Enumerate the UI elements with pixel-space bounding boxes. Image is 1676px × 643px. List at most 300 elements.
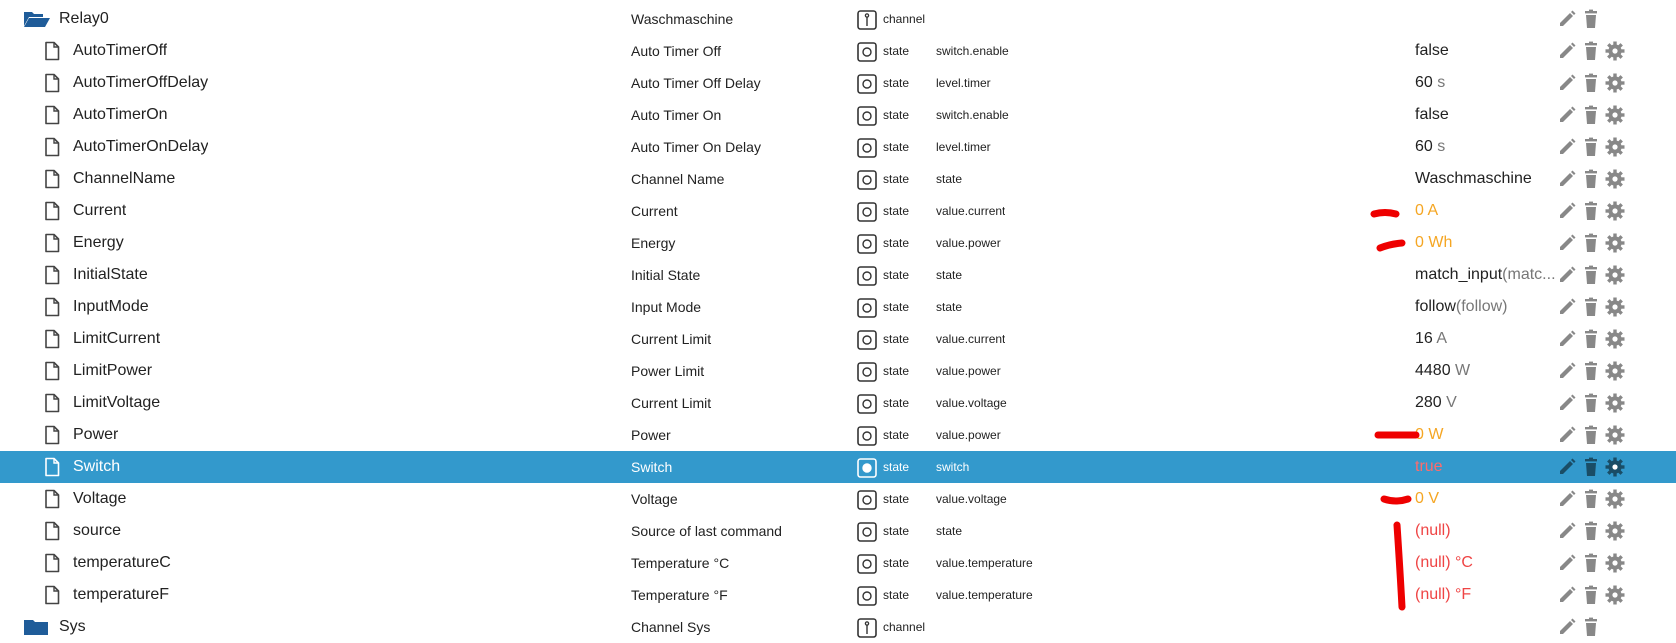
delete-icon	[1581, 617, 1601, 637]
state-icon	[857, 394, 877, 414]
edit-icon	[1557, 41, 1577, 61]
gear-icon	[1605, 73, 1625, 93]
gear-icon	[1605, 105, 1625, 125]
tree-row-LimitPower[interactable]	[0, 355, 1676, 387]
delete-button[interactable]	[1581, 393, 1601, 413]
value-unit: °C	[1450, 554, 1473, 571]
gear-button[interactable]	[1605, 105, 1625, 125]
object-common-name[interactable]: Auto Timer Off Delay	[631, 75, 761, 91]
delete-icon	[1581, 9, 1601, 29]
file-icon	[42, 457, 62, 482]
gear-button[interactable]	[1605, 521, 1625, 541]
edit-button[interactable]	[1557, 233, 1577, 253]
edit-button[interactable]	[1557, 521, 1577, 541]
row-actions	[1557, 329, 1667, 349]
object-common-name[interactable]: Temperature °C	[631, 555, 730, 571]
delete-icon	[1581, 265, 1601, 285]
object-id: InitialState	[73, 266, 148, 283]
object-id: Voltage	[73, 490, 127, 507]
delete-button[interactable]	[1581, 553, 1601, 573]
tree-row-AutoTimerOn[interactable]	[0, 99, 1676, 131]
state-icon	[857, 522, 877, 542]
object-common-name[interactable]: Energy	[631, 235, 676, 251]
row-actions	[1557, 9, 1667, 29]
delete-icon	[1581, 521, 1601, 541]
delete-icon	[1581, 233, 1601, 253]
edit-icon	[1557, 201, 1577, 221]
object-common-name[interactable]: Current Limit	[631, 395, 712, 411]
object-type: channel	[883, 620, 926, 634]
delete-button[interactable]	[1581, 425, 1601, 445]
delete-icon	[1581, 553, 1601, 573]
value-unit: (follow)	[1455, 298, 1508, 315]
row-actions	[1557, 137, 1667, 157]
object-common-name[interactable]: Channel Name	[631, 171, 725, 187]
state-icon	[857, 170, 877, 190]
value-text: Waschmaschine	[1415, 170, 1532, 187]
object-id: AutoTimerOn	[73, 106, 168, 123]
tree-row-temperatureC[interactable]	[0, 547, 1676, 579]
value-text: match_input	[1415, 266, 1503, 283]
value-unit: °F	[1450, 586, 1472, 603]
object-common-name[interactable]: Switch	[631, 459, 673, 475]
value-unit: Wh	[1423, 234, 1453, 251]
delete-button[interactable]	[1581, 9, 1601, 29]
edit-button[interactable]	[1557, 393, 1577, 413]
delete-button[interactable]	[1581, 297, 1601, 317]
row-actions	[1557, 585, 1667, 605]
object-common-name[interactable]: Power Limit	[631, 363, 705, 379]
tree-row-ChannelName[interactable]	[0, 163, 1676, 195]
edit-icon	[1557, 233, 1577, 253]
value-text: 60	[1415, 138, 1433, 155]
object-role[interactable]: value.voltage	[936, 492, 1007, 506]
delete-icon	[1581, 105, 1601, 125]
object-role[interactable]: level.timer	[936, 140, 991, 154]
object-role[interactable]: state	[936, 172, 963, 186]
file-icon	[42, 201, 62, 226]
edit-icon	[1557, 489, 1577, 509]
object-value[interactable]	[1415, 291, 1559, 323]
row-actions	[1557, 489, 1667, 509]
row-actions	[1557, 617, 1667, 637]
value-text: 0	[1415, 426, 1424, 443]
delete-button[interactable]	[1581, 617, 1601, 637]
state-icon	[857, 138, 877, 158]
file-icon	[42, 233, 62, 258]
state-icon	[857, 426, 877, 446]
gear-icon	[1605, 329, 1625, 349]
channel-icon	[857, 10, 877, 30]
object-type: state	[883, 460, 910, 474]
folder-open-icon	[23, 9, 51, 34]
tree-row-InputMode[interactable]	[0, 291, 1676, 323]
edit-button[interactable]	[1557, 265, 1577, 285]
object-common-name[interactable]: Auto Timer Off	[631, 43, 721, 59]
gear-button[interactable]	[1605, 137, 1625, 157]
file-icon	[42, 73, 62, 98]
object-value[interactable]	[1415, 451, 1559, 483]
file-icon	[42, 585, 62, 610]
edit-icon	[1557, 73, 1577, 93]
object-role[interactable]: value.voltage	[936, 396, 1007, 410]
file-icon	[42, 169, 62, 194]
file-icon	[42, 521, 62, 546]
object-role[interactable]: value.temperature	[936, 556, 1033, 570]
object-id: temperatureF	[73, 586, 170, 603]
object-id: InputMode	[73, 298, 149, 315]
row-actions	[1557, 41, 1667, 61]
edit-button[interactable]	[1557, 617, 1577, 637]
object-id: Energy	[73, 234, 124, 251]
gear-button[interactable]	[1605, 553, 1625, 573]
state-icon	[857, 202, 877, 222]
edit-icon	[1557, 9, 1577, 29]
object-value[interactable]	[1415, 131, 1559, 163]
value-unit: W	[1450, 362, 1471, 379]
object-type: state	[883, 396, 910, 410]
object-common-name[interactable]: Channel Sys	[631, 619, 711, 635]
object-common-name[interactable]: Auto Timer On Delay	[631, 139, 761, 155]
object-common-name[interactable]: Input Mode	[631, 299, 702, 315]
gear-button[interactable]	[1605, 297, 1625, 317]
value-unit: s	[1432, 138, 1446, 155]
value-text: (null)	[1415, 554, 1451, 571]
gear-icon	[1605, 393, 1625, 413]
gear-icon	[1605, 489, 1625, 509]
edit-button[interactable]	[1557, 297, 1577, 317]
file-icon	[42, 489, 62, 514]
object-id: Sys	[59, 618, 86, 635]
value-text: false	[1415, 42, 1449, 59]
file-icon	[42, 553, 62, 578]
object-type: state	[883, 524, 910, 538]
tree-row-AutoTimerOff[interactable]	[0, 35, 1676, 67]
delete-button[interactable]	[1581, 585, 1601, 605]
gear-icon	[1605, 457, 1625, 477]
edit-icon	[1557, 585, 1577, 605]
edit-icon	[1557, 553, 1577, 573]
object-role[interactable]: state	[936, 524, 963, 538]
value-text: 0	[1415, 490, 1424, 507]
edit-button[interactable]	[1557, 41, 1577, 61]
object-value[interactable]	[1415, 547, 1559, 579]
object-type: state	[883, 44, 910, 58]
object-id: LimitPower	[73, 362, 153, 379]
edit-icon	[1557, 297, 1577, 317]
state-icon	[857, 586, 877, 606]
delete-icon	[1581, 137, 1601, 157]
object-common-name[interactable]: Current Limit	[631, 331, 712, 347]
object-id: LimitCurrent	[73, 330, 161, 347]
state-icon	[857, 106, 877, 126]
row-actions	[1557, 73, 1667, 93]
edit-button[interactable]	[1557, 329, 1577, 349]
gear-button[interactable]	[1605, 233, 1625, 253]
row-actions	[1557, 553, 1667, 573]
object-common-name[interactable]: Power	[631, 427, 671, 443]
edit-icon	[1557, 617, 1577, 637]
delete-button[interactable]	[1581, 233, 1601, 253]
object-id: ChannelName	[73, 170, 176, 187]
delete-icon	[1581, 361, 1601, 381]
object-common-name[interactable]: Voltage	[631, 491, 678, 507]
object-value[interactable]	[1415, 227, 1559, 259]
gear-icon	[1605, 169, 1625, 189]
value-unit: W	[1423, 426, 1444, 443]
object-value[interactable]	[1415, 259, 1559, 291]
value-unit: V	[1423, 490, 1440, 507]
edit-button[interactable]	[1557, 553, 1577, 573]
edit-button[interactable]	[1557, 361, 1577, 381]
delete-button[interactable]	[1581, 361, 1601, 381]
tree-row-Power[interactable]	[0, 419, 1676, 451]
object-common-name[interactable]: Waschmaschine	[631, 11, 734, 27]
tree-row-Sys[interactable]	[0, 611, 1676, 643]
state-icon	[857, 362, 877, 382]
object-id: LimitVoltage	[73, 394, 161, 411]
object-role[interactable]: switch.enable	[936, 108, 1009, 122]
object-common-name[interactable]: Temperature °F	[631, 587, 728, 603]
state-icon	[857, 554, 877, 574]
state-icon	[857, 490, 877, 510]
gear-button[interactable]	[1605, 201, 1625, 221]
gear-icon	[1605, 425, 1625, 445]
value-unit: s	[1432, 74, 1446, 91]
file-icon	[42, 425, 62, 450]
row-actions	[1557, 425, 1667, 445]
edit-icon	[1557, 137, 1577, 157]
object-id: source	[73, 522, 122, 539]
object-value[interactable]	[1415, 35, 1559, 67]
state-icon	[857, 298, 877, 318]
delete-button[interactable]	[1581, 41, 1601, 61]
delete-icon	[1581, 201, 1601, 221]
delete-icon	[1581, 489, 1601, 509]
value-text: 4480	[1415, 362, 1451, 379]
gear-button[interactable]	[1605, 41, 1625, 61]
object-value[interactable]	[1415, 355, 1559, 387]
edit-icon	[1557, 265, 1577, 285]
file-icon	[42, 41, 62, 66]
channel-icon	[857, 618, 877, 638]
object-value[interactable]	[1415, 195, 1559, 227]
edit-button[interactable]	[1557, 489, 1577, 509]
value-text: 16	[1415, 330, 1433, 347]
tree-row-InitialState[interactable]	[0, 259, 1676, 291]
object-type: state	[883, 364, 910, 378]
object-type: state	[883, 268, 910, 282]
value-text: false	[1415, 106, 1449, 123]
tree-row-LimitCurrent[interactable]	[0, 323, 1676, 355]
edit-icon	[1557, 169, 1577, 189]
object-value[interactable]	[1415, 483, 1559, 515]
object-type: state	[883, 588, 910, 602]
object-value[interactable]	[1415, 163, 1559, 195]
delete-button[interactable]	[1581, 201, 1601, 221]
row-actions	[1557, 361, 1667, 381]
value-text: true	[1415, 458, 1443, 475]
file-icon	[42, 329, 62, 354]
object-role[interactable]: switch	[936, 460, 970, 474]
edit-icon	[1557, 329, 1577, 349]
edit-button[interactable]	[1557, 137, 1577, 157]
object-type: state	[883, 236, 910, 250]
gear-button[interactable]	[1605, 489, 1625, 509]
delete-button[interactable]	[1581, 521, 1601, 541]
object-value[interactable]	[1415, 67, 1559, 99]
value-text: (null)	[1415, 586, 1451, 603]
edit-icon	[1557, 425, 1577, 445]
edit-button[interactable]	[1557, 169, 1577, 189]
delete-button[interactable]	[1581, 169, 1601, 189]
delete-button[interactable]	[1581, 457, 1601, 477]
object-value[interactable]	[1415, 387, 1559, 419]
tree-row-source[interactable]	[0, 515, 1676, 547]
object-value[interactable]	[1415, 515, 1559, 547]
delete-button[interactable]	[1581, 73, 1601, 93]
delete-icon	[1581, 169, 1601, 189]
object-id: AutoTimerOnDelay	[73, 138, 209, 155]
gear-button[interactable]	[1605, 73, 1625, 93]
edit-button[interactable]	[1557, 73, 1577, 93]
object-role[interactable]: switch.enable	[936, 44, 1009, 58]
object-role[interactable]: state	[936, 300, 963, 314]
gear-icon	[1605, 233, 1625, 253]
gear-icon	[1605, 585, 1625, 605]
row-actions	[1557, 233, 1667, 253]
gear-icon	[1605, 553, 1625, 573]
file-icon	[42, 393, 62, 418]
gear-button[interactable]	[1605, 361, 1625, 381]
delete-icon	[1581, 73, 1601, 93]
object-role[interactable]: value.power	[936, 364, 1001, 378]
object-value[interactable]	[1415, 99, 1559, 131]
row-actions	[1557, 393, 1667, 413]
object-role[interactable]: value.power	[936, 428, 1001, 442]
object-type: state	[883, 300, 910, 314]
row-actions	[1557, 169, 1667, 189]
object-role[interactable]: value.current	[936, 332, 1006, 346]
object-role[interactable]: value.temperature	[936, 588, 1033, 602]
delete-icon	[1581, 393, 1601, 413]
file-icon	[42, 361, 62, 386]
object-role[interactable]: value.power	[936, 236, 1001, 250]
object-type: state	[883, 140, 910, 154]
edit-button[interactable]	[1557, 457, 1577, 477]
tree-row-temperatureF[interactable]	[0, 579, 1676, 611]
object-common-name[interactable]: Initial State	[631, 267, 701, 283]
delete-icon	[1581, 329, 1601, 349]
edit-button[interactable]	[1557, 425, 1577, 445]
object-id: AutoTimerOff	[73, 42, 168, 59]
delete-button[interactable]	[1581, 265, 1601, 285]
tree-row-AutoTimerOffDelay[interactable]	[0, 67, 1676, 99]
gear-button[interactable]	[1605, 329, 1625, 349]
row-actions	[1557, 201, 1667, 221]
file-icon	[42, 297, 62, 322]
delete-button[interactable]	[1581, 329, 1601, 349]
delete-icon	[1581, 297, 1601, 317]
delete-icon	[1581, 457, 1601, 477]
gear-button[interactable]	[1605, 585, 1625, 605]
gear-icon	[1605, 201, 1625, 221]
object-common-name[interactable]: Auto Timer On	[631, 107, 722, 123]
object-id: AutoTimerOffDelay	[73, 74, 209, 91]
object-value[interactable]	[1415, 579, 1559, 611]
edit-icon	[1557, 457, 1577, 477]
edit-button[interactable]	[1557, 105, 1577, 125]
object-type: state	[883, 204, 910, 218]
state-icon	[857, 458, 877, 478]
object-value[interactable]	[1415, 323, 1559, 355]
value-text: 0	[1415, 202, 1424, 219]
object-common-name[interactable]: Source of last command	[631, 523, 782, 539]
value-text: 0	[1415, 234, 1424, 251]
gear-button[interactable]	[1605, 425, 1625, 445]
tree-row-Voltage[interactable]	[0, 483, 1676, 515]
row-actions	[1557, 105, 1667, 125]
tree-row-Relay0[interactable]	[0, 3, 1676, 35]
tree-row-Switch[interactable]	[0, 451, 1676, 483]
object-role[interactable]: state	[936, 268, 963, 282]
gear-icon	[1605, 361, 1625, 381]
delete-button[interactable]	[1581, 489, 1601, 509]
edit-icon	[1557, 521, 1577, 541]
tree-row-AutoTimerOnDelay[interactable]	[0, 131, 1676, 163]
delete-icon	[1581, 41, 1601, 61]
object-type: state	[883, 428, 910, 442]
delete-button[interactable]	[1581, 137, 1601, 157]
gear-button[interactable]	[1605, 169, 1625, 189]
object-type: state	[883, 332, 910, 346]
value-text: 60	[1415, 74, 1433, 91]
object-type: state	[883, 172, 910, 186]
tree-row-Current[interactable]	[0, 195, 1676, 227]
edit-button[interactable]	[1557, 9, 1577, 29]
edit-icon	[1557, 393, 1577, 413]
delete-button[interactable]	[1581, 105, 1601, 125]
file-icon	[42, 137, 62, 162]
edit-icon	[1557, 105, 1577, 125]
object-role[interactable]: level.timer	[936, 76, 991, 90]
object-type: state	[883, 556, 910, 570]
object-type: state	[883, 492, 910, 506]
row-actions	[1557, 297, 1667, 317]
gear-button[interactable]	[1605, 265, 1625, 285]
folder-icon	[23, 617, 51, 642]
value-unit: A	[1432, 330, 1448, 347]
gear-button[interactable]	[1605, 457, 1625, 477]
tree-row-Energy[interactable]	[0, 227, 1676, 259]
gear-icon	[1605, 297, 1625, 317]
edit-button[interactable]	[1557, 201, 1577, 221]
state-icon	[857, 330, 877, 350]
state-icon	[857, 234, 877, 254]
object-value[interactable]	[1415, 419, 1559, 451]
object-common-name[interactable]: Current	[631, 203, 678, 219]
state-icon	[857, 266, 877, 286]
object-role[interactable]: value.current	[936, 204, 1006, 218]
state-icon	[857, 74, 877, 94]
tree-row-LimitVoltage[interactable]	[0, 387, 1676, 419]
edit-button[interactable]	[1557, 585, 1577, 605]
object-id: Current	[73, 202, 127, 219]
gear-button[interactable]	[1605, 393, 1625, 413]
state-icon	[857, 42, 877, 62]
object-id: Relay0	[59, 10, 109, 27]
object-id: Switch	[73, 458, 121, 475]
